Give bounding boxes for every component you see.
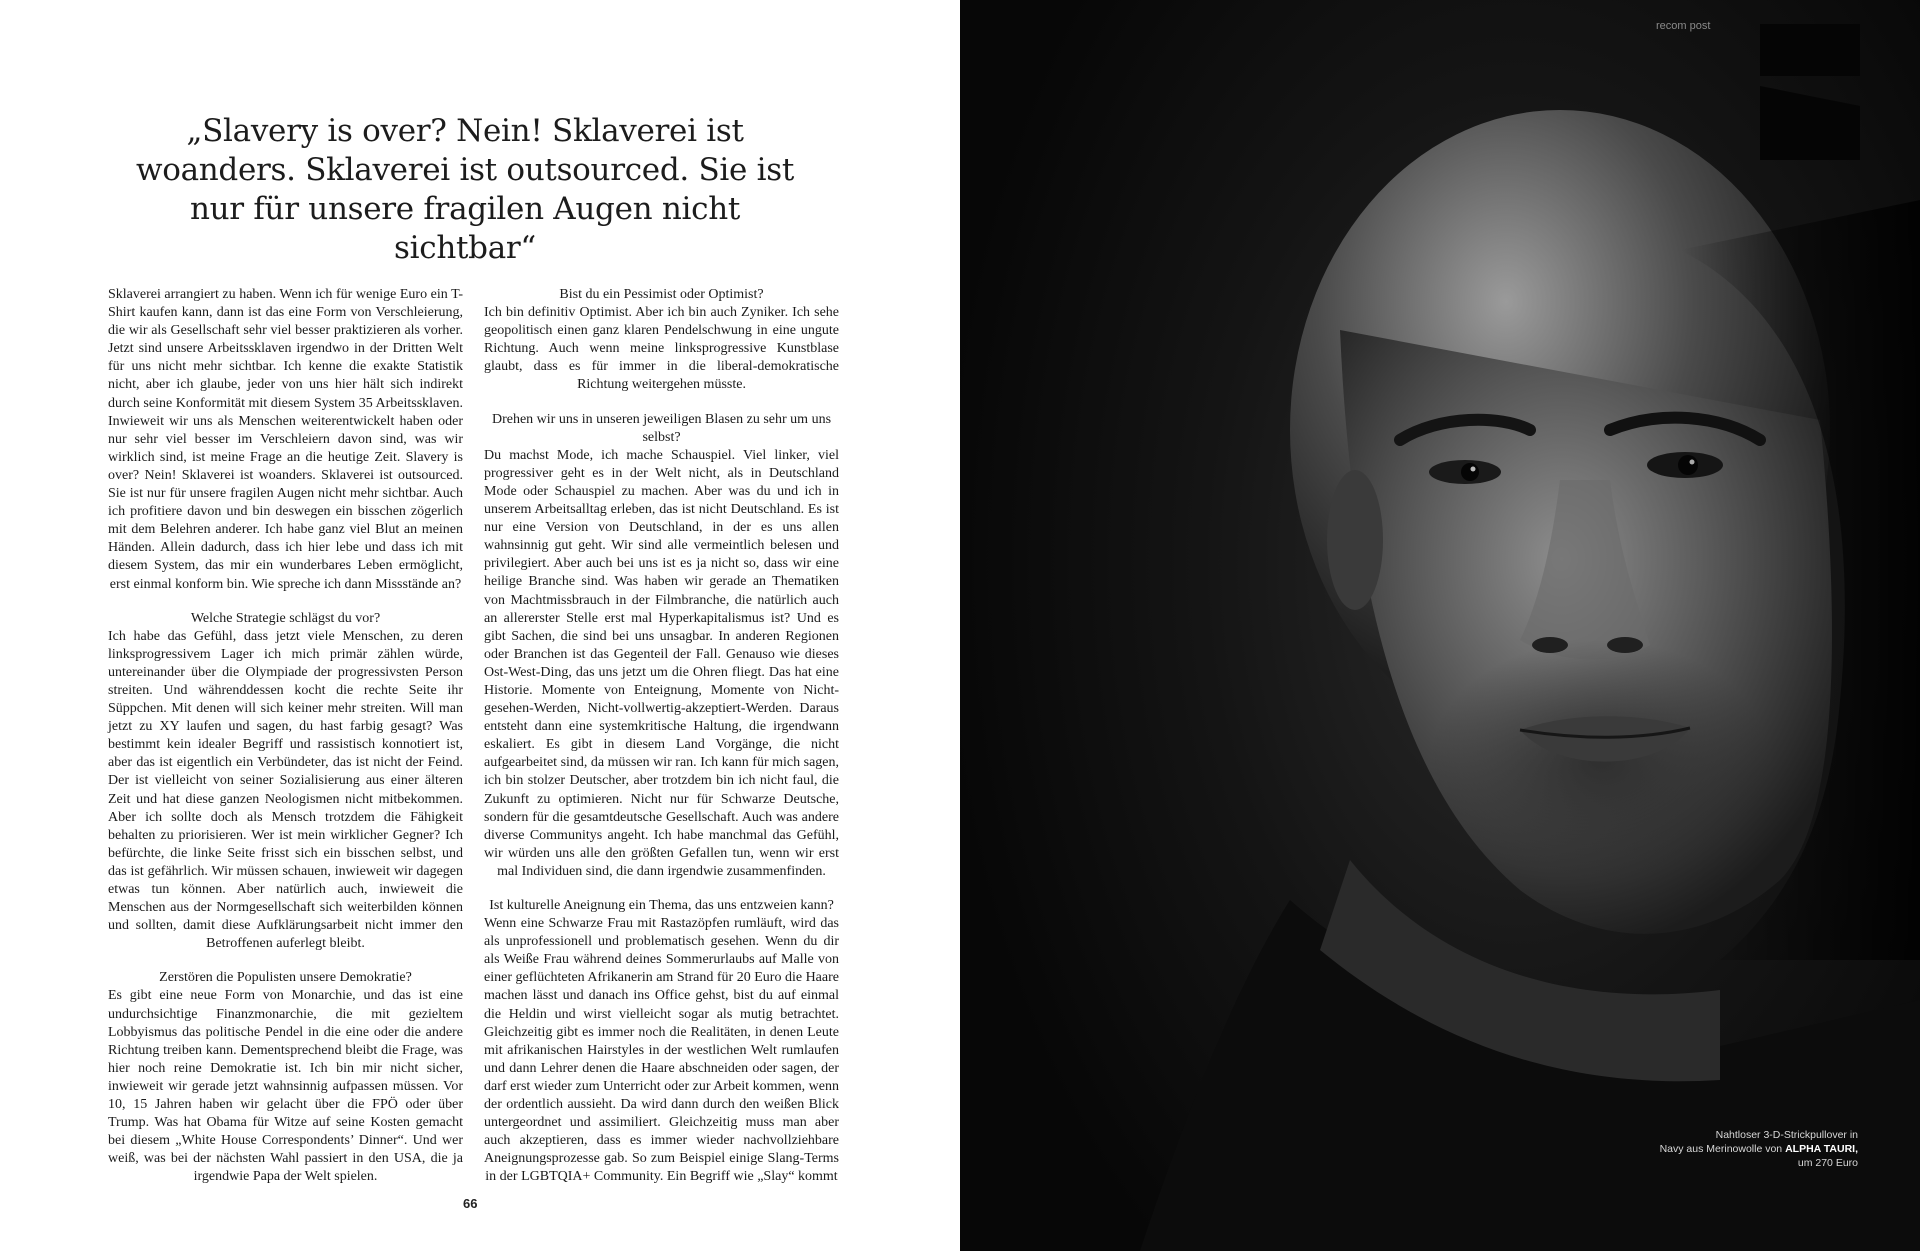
caption-line-2-text: Navy aus Merinowolle von <box>1659 1143 1786 1155</box>
interview-question: Bist du ein Pessimist oder Optimist? <box>559 287 764 302</box>
body-paragraph: Wenn eine Schwarze Frau mit Rastazöpfen rumläuft, wird das als unprofessionell und problematisch gesehen. Wenn du dir als Weiße Frau während deines Sommerurlaubs auf Malle von einer geflüchteten Afrikanerin am Strand für 20 Euro die Haare machen lässt und danach ins Office gehst, bist du auf einmal die Heldin und wirst vielleicht sogar als mutig betrachtet. Gleichzeitig gibt es immer noch die Realitäten, in denen Leute mit afrikanischen Hairstyles in der westlichen Welt rumlaufen und dann Lehrer denen die Haare abschneiden oder sagen, der darf erst wieder zum Unterricht oder zur Arbeit kommen, wenn der ordentlich aussieht. Da wird dann durch den weißen Blick untergeordnet und assimiliert. Gleichzeitig muss man aber auch akzeptieren, dass es immer wieder nachvollziehbare Aneignungsprozesse gab. So zum Beispiel einige Slang-Terms in der LGBTQIA+ Community. Ein Begriff wie „Slay“ kommt <box>484 916 839 1185</box>
body-paragraph: Ich habe das Gefühl, dass jetzt viele Menschen, zu deren linksprogressivem Lager ich mich primär zählen würde, untereinander über die Olympiade der progressivsten Person streiten. Und währenddessen kocht die rechte Seite ihr Süppchen. Mit denen will sich keiner mehr streiten. Will man jetzt zu XY laufen und sagen, du hast farbig gesagt? Was bestimmt kein idealer Begriff und rassistisch konnotiert ist, aber das ist eigentlich ein Verbündeter, das ist nicht der Feind. Der ist vielleicht von seiner Sozialisierung aus einer älteren Zeit und hat diese ganzen Neologismen nicht mitbekommen. Aber ich sollte doch als Mensch trotzdem die Fähigkeit behalten zu priorisieren. Wer ist mein wirklicher Gegner? Ich befürchte, die linke Seite frisst sich ein bisschen selbst, und das ist gefährlich. Wir müssen schauen, inwieweit wir dagegen etwas tun können. Aber natürlich auch, inwieweit die Menschen aus der Normgesellschaft sich weiterbilden können und sollten, damit diese Aufklärungsarbeit nicht immer den Betroffenen auferlegt bleibt. <box>108 628 463 952</box>
text-column-1 <box>108 286 463 1187</box>
photo-caption <box>1558 1128 1858 1170</box>
ear <box>1327 470 1383 610</box>
caption-line-1: Nahtloser 3-D-Strickpullover in <box>1715 1129 1858 1141</box>
body-paragraph: Sklaverei arrangiert zu haben. Wenn ich für wenige Euro ein T-Shirt kaufen kann, dann ist das eine Form von Verschleierung, die wir als Gesellschaft sehr viel besser praktizieren als vorher. Jetzt sind unsere Arbeitssklaven irgendwo in der Dritten Welt für uns nicht mehr sichtbar. Ich kenne die exakte Statistik nicht, aber ich glaube, jeder von uns hier hält sich indirekt durch seine Konformität mit diesem System 35 Arbeitssklaven. Inwieweit wir uns als Menschen weiterentwickelt haben oder nur sehr viel besser im Verschleiern davon sind, was wir wirklich sind, ist meine Frage an die heutige Zeit. Slavery is over? Nein! Sklaverei ist woanders. Sklaverei ist outsourced. Sie ist nur für unsere fragilen Augen nicht mehr sichtbar. Auch ich profitiere davon und bin deswegen ein bisschen zögerlich mit dem Belehren anderer. Ich habe ganz viel Blut an meinen Händen. Allein dadurch, dass ich hier lebe und dass ich mit diesem System, das mir ein wunderbares Leben ermöglicht, erst einmal konform bin. Wie spreche ich dann Missstände an? <box>108 287 463 592</box>
right-page <box>960 0 1920 1251</box>
body-paragraph: Du machst Mode, ich mache Schauspiel. Viel linker, viel progressiver geht es in der Welt nicht, als in Deutschland Mode oder Schauspiel zu machen. Aber was du und ich in unserem Arbeitsalltag erleben, das ist nicht Deutschland. Es ist nur eine Version von Deutschland, in der es uns allen wahnsinnig gut geht. Wir sind alle vermeintlich belesen und privilegiert. Aber auch bei uns ist es ja nicht so, dass wir eine heilige Branche sind. Was haben wir gerade an Thematiken von Machtmissbrauch in der Filmbranche, die natürlich auch an allererster Stelle erst mal Hyperkapitalismus ist? Und es gibt Sachen, die sind bei uns unsagbar. In anderen Regionen oder Branchen ist das Gegenteil der Fall. Genauso wie dieses Ost-West-Ding, das uns jetzt um die Ohren fliegt. Das hat eine Historie. Momente von Enteignung, Momente von Nicht-gesehen-Werden, Nicht-vollwertig-akzeptiert-Werden. Daraus entsteht dann eine systemkritische Haltung, die irgendwann eskaliert. Es gibt in diesem Land Vorgänge, die nicht aufgearbeitet sind, da müssen wir ran. Ich kann für mich sagen, ich bin stolzer Deutscher, aber trotzdem bin ich nicht faul, die Zukunft zu optimieren. Nicht nur für Schwarze Deutsche, sondern für die gesamtdeutsche Gesellschaft. Auch was andere diverse Communitys angeht. Ich habe manchmal das Gefühl, wir würden uns alle den größten Gefallen tun, wenn wir erst mal Individuen sind, die dann irgendwie zusammenfinden. <box>484 447 839 879</box>
text-column-2 <box>484 286 839 1187</box>
body-paragraph: Es gibt eine neue Form von Monarchie, und das ist eine undurchsichtige Finanzmonarchie, die mit gezieltem Lobbyismus das politische Pendel in die eine oder die andere Richtung treiben kann. Dementsprechend bleibt die Frage, was hier noch reine Demokratie ist. Ich bin mir nicht sicher, inwieweit wir gerade jetzt wahnsinnig aufpassen müssen. Vor 10, 15 Jahren haben wir gelacht über die FPÖ oder über Trump. Was hat Obama für Witze auf seine Kosten gemacht bei diesem „White House Correspondents’ Dinner“. Und wer weiß, was bei der nächsten Wahl passiert in den USA, die ja irgendwie Papa der Welt spielen. <box>108 988 463 1185</box>
caption-brand: ALPHA TAURI, <box>1785 1143 1858 1155</box>
caption-line-2 <box>1558 1142 1858 1156</box>
caption-line-3: um 270 Euro <box>1797 1157 1858 1169</box>
brand-label: recom post <box>1656 20 1711 32</box>
interview-question: Ist kulturelle Aneignung ein Thema, das uns entzweien kann? <box>489 898 834 913</box>
portrait-photo <box>960 0 1920 1251</box>
interview-question: Drehen wir uns in unseren jeweiligen Blasen zu sehr um uns selbst? <box>491 411 832 445</box>
pull-quote: „Slavery is over? Nein! Sklaverei ist woanders. Sklaverei ist outsourced. Sie ist nur für unsere fragilen Augen nicht sichtbar“ <box>135 113 795 266</box>
body-paragraph: Ich bin definitiv Optimist. Aber ich bin auch Zyniker. Ich sehe geopolitisch einen ganz klaren Pendelschwung in eine ungute Richtung. Auch wenn meine linksprogressive Kunstblase glaubt, dass es für immer in die liberal-demokratische Richtung weitergehen müsste. <box>484 305 839 393</box>
interview-question: Welche Strategie schlägst du vor? <box>190 610 381 626</box>
page-number: 66 <box>463 1196 478 1211</box>
interview-question: Zerstören die Populisten unsere Demokratie? <box>159 970 412 986</box>
brand-mark-icon <box>1760 24 1860 160</box>
